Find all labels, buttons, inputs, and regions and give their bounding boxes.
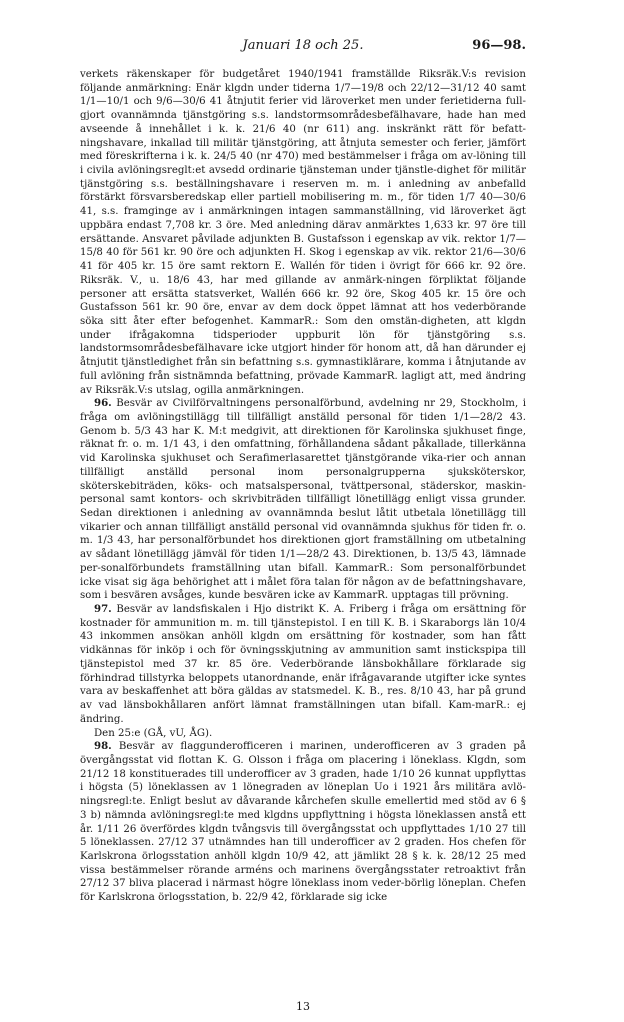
- header-title: Januari 18 och 25.: [242, 38, 364, 53]
- paragraph-continuation: verkets räkenskaper för budgetåret 1940/1941 framställde Riksräk.V:s revision följande anmärkning: Enär klgdn under tiderna 1/7—19/8 och 22/12—31/12 40 samt 1/1—10/1 och 9/6—30/6 41 åtnjutit ferier vid läroverket men under ferietiderna full-gjort ovannämnda tjänstgöring s.s. landstormsområdesbefälhavare, hade han med avseende å innehållet i k. k. 21/6 40 (nr 611) ang. inskränkt rätt för befatt-ningshavare, inkallad till militär tjänstgöring, att åtnjuta semester och ferier, jämfört med föreskrifterna i k. k. 24/5 40 (nr 470) med bestämmelser i fråga om av-löning till i civila avlöningsreglt:et avsedd ordinarie tjänsteman under tjänstle-dighet för militär tjänstgöring s.s. beställningshavare i reserven m. m. i anledning av anbefalld förstärkt försvarsberedskap eller partiell mobilisering m. m., för tiden 1/7 40—30/6 41, s.s. framginge av i anmärkningen intagen sammanställning, vid läroverket ägt uppbära endast 7,708 kr. 3 öre. Med anledning därav anmärktes 1,633 kr. 97 öre till ersättande. Ansvaret påvilade adjunkten B. Gustafsson i egenskap av vik. rektor 1/7—15/8 40 för 561 kr. 90 öre och adjunkten H. Skog i egenskap av vik. rektor 21/6—30/6 41 för 405 kr. 15 öre samt rektorn E. Wallén för tiden i övrigt för 666 kr. 92 öre. Riksräk. V., u. 18/6 43, har med gillande av anmärk-ningen förpliktat följande personer att ersätta statsverket, Wallén 666 kr. 92 öre, Skog 405 kr. 15 öre och Gustafsson 561 kr. 90 öre, envar av dem dock öppet lämnat att hos vederbörande söka sitt åter efter befogenhet. KammarR.: Som den omstän-digheten, att klgdn under ifrågakomna tidsperioder uppburit lön för tjänstgöring s.s. landstormsområdesbefälhavare icke utgjort hinder för honom att, då han därunder ej åtnjutit tjänstledighet från sin befattning s.s. gymnastiklärare, komma i åtnjutande av full avlöning från sistnämnda befattning, prövade KammarR. lagligt att, med ändring av Riksräk.V:s utslag, ogilla anmärkningen.: [80, 69, 526, 396]
- document-body: [80, 68, 526, 905]
- header-page-range: 96—98.: [472, 38, 526, 53]
- page-header: [80, 38, 526, 60]
- paragraph-96: [80, 397, 526, 603]
- paragraph-number: 96.: [94, 397, 112, 410]
- paragraph-text: Besvär av landsfiskalen i Hjo distrikt K. A. Friberg i fråga om ersättning för kostnader för ammunition m. m. till tjänstepistol. I en till K. B. i Skaraborgs län 10/4 43 inkommen ansökan anhöll klgdn om ersättning för kostnader, som han fått vidkännas för inköp i och för övningsskjutning av ammunition samt instickspipa till tjänstepistol med 37 kr. 85 öre. Vederbörande länsbokhållare förklarade sig förhindrad tillstyrka beloppets utanordnande, enär ifrågavarande utgifter icke syntes vara av beskaffenhet att böra gäldas av statsmedel. K. B., res. 8/10 43, har på grund av vad länsbokhållaren anfört lämnat framställningen utan bifall. Kam-marR.: ej ändring.: [80, 604, 526, 725]
- paragraph-text: Besvär av flaggunderofficeren i marinen, underofficeren av 3 graden på övergångsstat vid flottan K. G. Olsson i fråga om placering i löneklass. Klgdn, som 21/12 18 konstituerades till underofficer av 3 graden, hade 1/10 26 kunnat uppflyttas i högsta (5) löneklassen av 1 lönegraden av löneplan Uo i 1921 års militära avlö-ningsregl:te. Enligt beslut av dåvarande kårchefen skulle emellertid med stöd av 6 § 3 b) nämnda avlöningsregl:te med klgdns uppflyttning i högsta löneklassen anstå ett år. 1/11 26 överfördes klgdn tvångsvis till övergångsstat och uppflyttades 1/10 27 till 5 löneklassen. 27/12 37 utnämndes han till underofficer av 2 graden. Hos chefen för Karlskrona örlogsstation anhöll klgdn 10/9 42, att jämlikt 28 § k. k. 28/12 25 med vissa bestämmelser rörande arméns och marinens övergångsstater retroaktivt från 27/12 37 bliva placerad i närmast högre löneklass inom veder-börlig löneplan. Chefen för Karlskrona örlogsstation, b. 22/9 42, förklarade sig icke: [80, 741, 526, 904]
- paragraph-98: [80, 740, 526, 905]
- date-heading: Den 25:e (GÅ, vU, ÅG).: [94, 727, 213, 739]
- paragraph-number: 98.: [94, 740, 112, 753]
- paragraph-number: 97.: [94, 603, 112, 616]
- paragraph-97: [80, 603, 526, 726]
- paragraph-text: Besvär av Civilförvaltningens personalförbund, avdelning nr 29, Stockholm, i fråga om avlöningstillägg till tillfälligt anställd personal för tiden 1/1—28/2 43. Genom b. 5/3 43 har K. M:t medgivit, att direktionen för Karolinska sjukhuset finge, räknat fr. o. m. 1/1 43, i den omfattning, förhållandena sådant påkallade, tillerkänna vid Karolinska sjukhuset och Serafimerlasarettet tjänstgörande vika-rier och annan tillfälligt anställd personal inom personalgrupperna sjuksköterskor, sköterskebiträden, köks- och matsalspersonal, tvättpersonal, städerskor, maskin-personal samt kontors- och skrivbiträden tillfälligt lönetillägg enligt vissa grunder. Sedan direktionen i anledning av ovannämnda beslut låtit utbetala lönetillägg till vikarier och annan tillfälligt anställd personal vid ovannämnda sjukhus för tiden fr. o. m. 1/3 43, har personalförbundet hos direktionen gjort framställning om utbetalning av sådant lönetillägg jämväl för tiden 1/1—28/2 43. Direktionen, b. 13/5 43, lämnade per-sonalförbundets framställning utan bifall. KammarR.: Som personalförbundet icke visat sig äga behörighet att i målet föra talan för någon av de befattningshavare, som i besvären avsåges, kunde besvären icke av KammarR. upptagas till prövning.: [80, 398, 526, 602]
- page-number: 13: [296, 1000, 310, 1013]
